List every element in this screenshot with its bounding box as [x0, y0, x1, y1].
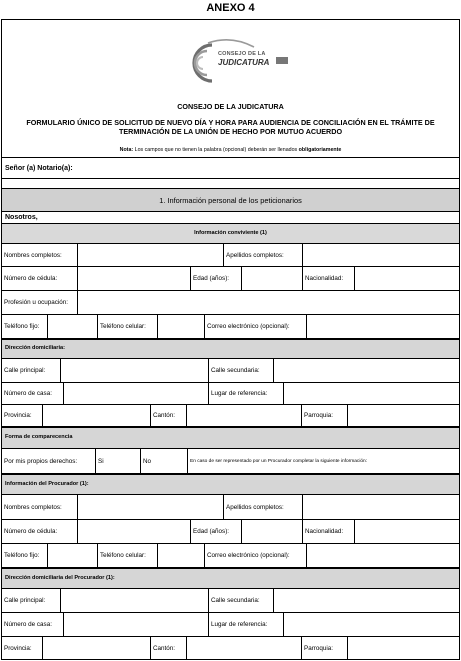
proc-calle-secundaria-label: Calle secundaria: [209, 589, 274, 612]
row-proc-cedula [2, 520, 459, 544]
procurador-title: Información del Procurador (1): [5, 481, 89, 487]
canton-field[interactable] [187, 405, 302, 426]
proc-correo-field[interactable] [307, 544, 459, 567]
proc-nombres-field[interactable] [78, 495, 224, 519]
proc-edad-label: Edad (años): [191, 520, 242, 543]
proc-provincia-field[interactable] [43, 637, 151, 660]
conviviente-title: Información conviviente (1) [194, 230, 267, 236]
numero-casa-label: Número de casa: [2, 383, 64, 404]
lugar-referencia-field[interactable] [284, 383, 459, 404]
logo-line1: CONSEJO DE LA [218, 51, 266, 57]
direccion-header [2, 339, 459, 359]
proc-cedula-field[interactable] [78, 520, 191, 543]
institution-name: CONSEJO DE LA JUDICATURA [177, 102, 284, 111]
numero-casa-field[interactable] [64, 383, 209, 404]
proc-apellidos-field[interactable] [303, 495, 459, 519]
divider [2, 157, 459, 158]
row-ubicacion [2, 405, 459, 427]
proc-provincia-label: Provincia: [2, 637, 43, 660]
proc-calle-secundaria-field[interactable] [274, 589, 459, 612]
tel-fijo-field[interactable] [48, 315, 98, 338]
procurador-note: En caso de ser representado por un Procurador completar la siguiente información: [190, 458, 368, 464]
proc-tel-fijo-field[interactable] [48, 544, 98, 567]
row-proc-telefonos [2, 544, 459, 568]
section1-header [2, 188, 459, 212]
provincia-label: Provincia: [2, 405, 43, 426]
correo-label: Correo electrónico (opcional): [205, 315, 307, 338]
apellidos-field[interactable] [303, 244, 459, 266]
proc-nacionalidad-label: Nacionalidad: [303, 520, 355, 543]
section1-title: 1. Información personal de los peticionarios [159, 196, 302, 205]
nacionalidad-field[interactable] [355, 267, 459, 290]
si-option[interactable]: Si [96, 449, 141, 473]
tel-fijo-label: Teléfono fijo: [2, 315, 48, 338]
form-title-line2: TERMINACIÓN DE LA UNIÓN DE HECHO POR MUTUO ACUERDO [118, 127, 343, 136]
cedula-field[interactable] [78, 267, 191, 290]
proc-tel-fijo-label: Teléfono fijo: [2, 544, 48, 567]
judicatura-logo [176, 37, 294, 89]
nota-prefix: Nota: [119, 147, 134, 153]
row-proc-nombres [2, 495, 459, 520]
nota [2, 147, 459, 153]
parroquia-label: Parroquia: [302, 405, 348, 426]
proc-canton-field[interactable] [187, 637, 302, 660]
comparecencia-title: Forma de comparecencia [5, 434, 73, 440]
parroquia-field[interactable] [348, 405, 459, 426]
proc-lugar-referencia-field[interactable] [284, 613, 459, 636]
logo-line2: JUDICATURA [218, 58, 270, 67]
nombres-label: Nombres completos: [2, 244, 78, 266]
no-option[interactable]: No [141, 449, 188, 473]
divider [2, 178, 459, 179]
form-title-line1: FORMULARIO ÚNICO DE SOLICITUD DE NUEVO DÍA Y HORA PARA AUDIENCIA DE CONCILIACIÓN EN EL TRÁMITE DE [26, 118, 435, 127]
correo-field[interactable] [307, 315, 459, 338]
proc-direccion-header [2, 568, 459, 589]
lugar-referencia-label: Lugar de referencia: [209, 383, 284, 404]
canton-label: Cantón: [151, 405, 187, 426]
direccion-title: Dirección domiciliaria: [5, 345, 65, 351]
calle-secundaria-label: Calle secundaria: [209, 359, 274, 382]
row-telefonos [2, 315, 459, 339]
nosotros-label: Nosotros, [5, 214, 38, 221]
proc-parroquia-label: Parroquia: [302, 637, 348, 660]
proc-numero-casa-label: Número de casa: [2, 613, 64, 636]
proc-parroquia-field[interactable] [348, 637, 459, 660]
proc-canton-label: Cantón: [151, 637, 187, 660]
proc-direccion-title: Dirección domiciliaria del Procurador (1): [5, 575, 115, 581]
edad-field[interactable] [242, 267, 303, 290]
propios-derechos-label: Por mis propios derechos: [2, 449, 96, 473]
row-nombres [2, 244, 459, 267]
proc-cedula-label: Número de cédula: [2, 520, 78, 543]
tel-celular-field[interactable] [158, 315, 205, 338]
row-proc-calles [2, 589, 459, 613]
apellidos-label: Apellidos completos: [224, 244, 303, 266]
tel-celular-label: Teléfono celular: [98, 315, 158, 338]
profesion-field[interactable] [78, 291, 459, 314]
comparecencia-header [2, 427, 459, 449]
row-proc-casa [2, 613, 459, 637]
proc-numero-casa-field[interactable] [64, 613, 209, 636]
proc-nombres-label: Nombres completos: [2, 495, 78, 519]
row-cedula [2, 267, 459, 291]
nombres-field[interactable] [78, 244, 224, 266]
proc-edad-field[interactable] [242, 520, 303, 543]
proc-nacionalidad-field[interactable] [355, 520, 459, 543]
row-profesion [2, 291, 459, 315]
proc-tel-celular-field[interactable] [158, 544, 205, 567]
row-proc-ubicacion [2, 637, 459, 660]
procurador-header [2, 474, 459, 495]
proc-tel-celular-label: Teléfono celular: [98, 544, 158, 567]
proc-correo-label: Correo electrónico (opcional): [205, 544, 307, 567]
calle-principal-field[interactable] [61, 359, 209, 382]
calle-principal-label: Calle principal: [2, 359, 61, 382]
nota-text: Los campos que no tienen la palabra (opcional) deberán ser llenados [133, 147, 299, 153]
proc-calle-principal-label: Calle principal: [2, 589, 61, 612]
proc-lugar-referencia-label: Lugar de referencia: [209, 613, 284, 636]
row-calles [2, 359, 459, 383]
nota-bold: obligatoriamente [298, 147, 342, 153]
row-comparecencia [2, 449, 459, 474]
nacionalidad-label: Nacionalidad: [303, 267, 355, 290]
conviviente-header [2, 223, 459, 244]
proc-calle-principal-field[interactable] [61, 589, 209, 612]
provincia-field[interactable] [43, 405, 151, 426]
calle-secundaria-field[interactable] [274, 359, 459, 382]
greeting: Señor (a) Notario(a): [5, 165, 73, 172]
profesion-label: Profesión u ocupación: [2, 291, 78, 314]
cedula-label: Número de cédula: [2, 267, 78, 290]
anexo-title: ANEXO 4 [206, 2, 255, 14]
row-casa [2, 383, 459, 405]
edad-label: Edad (años): [191, 267, 242, 290]
form-frame [1, 19, 460, 660]
proc-apellidos-label: Apellidos completos: [224, 495, 303, 519]
